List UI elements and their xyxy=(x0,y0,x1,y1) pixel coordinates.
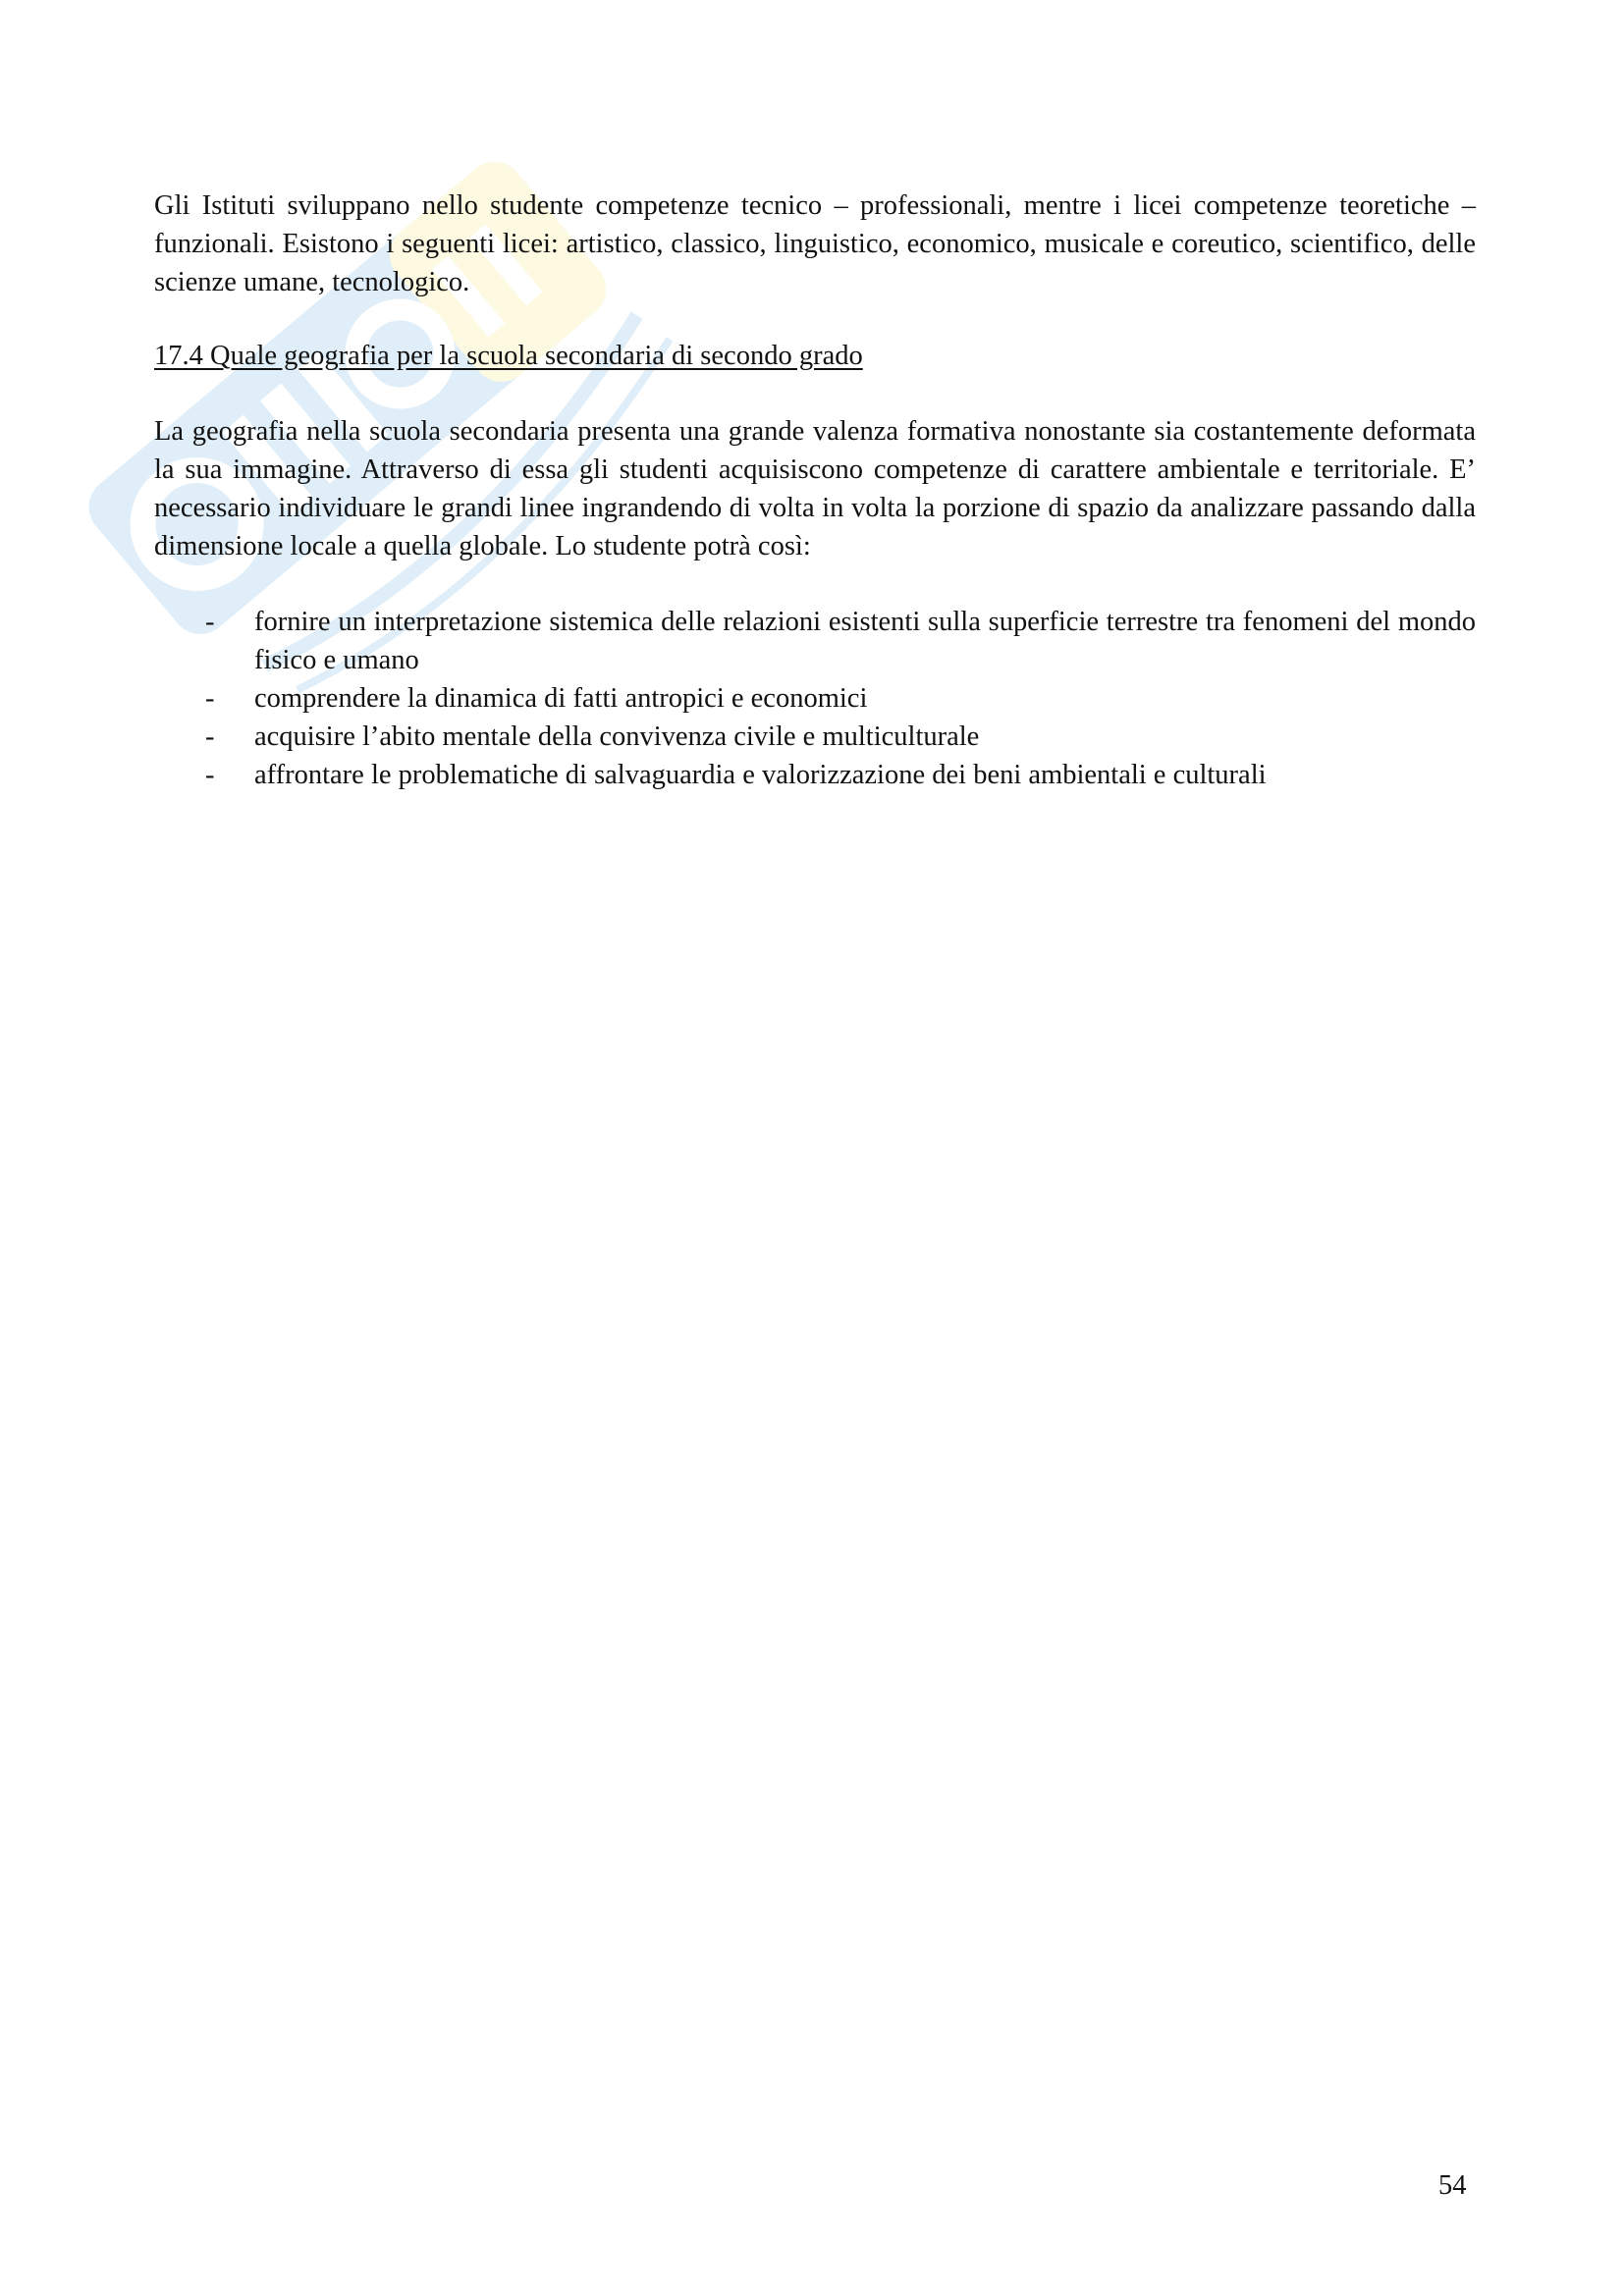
list-item-text: affrontare le problematiche di salvaguardia e valorizzazione dei beni ambientali e culturali xyxy=(254,760,1267,790)
list-bullet: - xyxy=(205,760,215,790)
intro-paragraph: Gli Istituti sviluppano nello studente competenze tecnico – professionali, mentre i licei competenze teoretiche – funzionali. Esistono i seguenti licei: artistico, classico, linguistico, economico, musicale e coreutico, scientifico, delle scienze umane, tecnologico. xyxy=(154,190,1476,297)
list-item-text: fornire un interpretazione sistemica delle relazioni esistenti sulla superficie terrestre tra fenomeni del mondo fisico e umano xyxy=(254,607,1476,675)
page-number: 54 xyxy=(1438,2170,1467,2201)
list-item xyxy=(154,679,1476,718)
list-bullet: - xyxy=(205,683,215,714)
list-item xyxy=(154,718,1476,756)
skills-list xyxy=(154,603,1476,794)
list-item xyxy=(154,756,1476,794)
section-heading: 17.4 Quale geografia per la scuola secondaria di secondo grado xyxy=(154,341,863,371)
body-paragraph: La geografia nella scuola secondaria presenta una grande valenza formativa nonostante sia costantemente deformata la sua immagine. Attraverso di essa gli studenti acquisiscono competenze di carattere ambientale e territoriale. E’ necessario individuare le grandi linee ingrandendo di volta in volta la porzione di spazio da analizzare passando dalla dimensione locale a quella globale. Lo studente potrà così: xyxy=(154,416,1476,561)
document-body xyxy=(154,187,1476,794)
list-item-text: acquisire l’abito mentale della convivenza civile e multiculturale xyxy=(254,721,980,752)
list-bullet: - xyxy=(205,607,215,637)
list-item-text: comprendere la dinamica di fatti antropici e economici xyxy=(254,683,868,714)
list-item xyxy=(154,603,1476,679)
list-bullet: - xyxy=(205,721,215,752)
